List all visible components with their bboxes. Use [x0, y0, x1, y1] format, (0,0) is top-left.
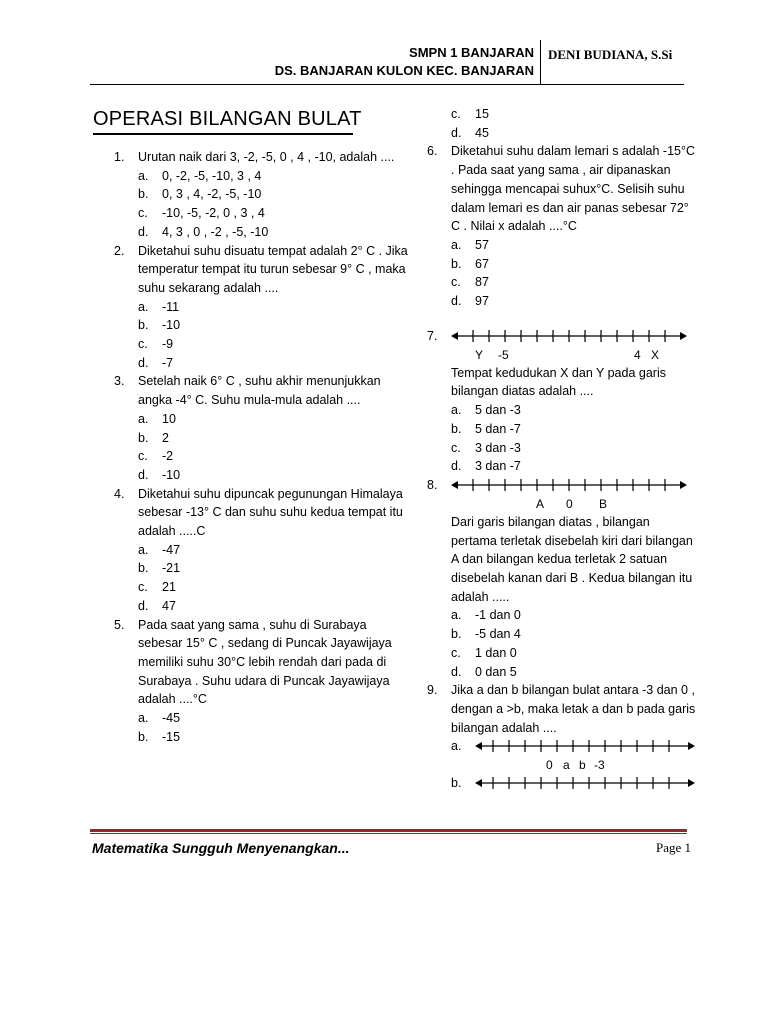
number-line-labels — [451, 346, 697, 364]
header-school: SMPN 1 BANJARAN — [409, 45, 534, 60]
question-7 — [427, 327, 697, 476]
question-number: 2. — [114, 243, 125, 258]
option: b. -15 — [138, 729, 181, 744]
header-rule — [90, 84, 684, 85]
question-1 — [114, 148, 414, 242]
header-address: DS. BANJARAN KULON KEC. BANJARAN — [274, 63, 534, 78]
label-b: B — [599, 496, 608, 511]
option: a. -47 — [138, 542, 181, 557]
option: c. -9 — [138, 337, 174, 352]
option: a. -11 — [138, 299, 180, 314]
number-line-q8 — [451, 476, 697, 495]
question-3 — [114, 372, 414, 484]
option: b. -5 dan 4 — [451, 627, 521, 642]
footer-tagline: Matematika Sungguh Menyenangkan... — [92, 840, 350, 856]
label-x: X — [651, 347, 660, 362]
option: a. 0, -2, -5, -10, 3 , 4 — [138, 168, 262, 183]
label-y: Y — [475, 347, 484, 362]
question-text: Diketahui suhu dalam lemari s adalah -15°C . Pada saat yang sama , air dipanaskan sehingga mencapai suhux°C. Selisih suhu dalam lemari es dan air panas sebesar 72° C . Nilai x adalah ....°C — [451, 144, 696, 234]
question-5-continued — [427, 105, 697, 142]
question-text: Diketahui suhu disuatu tempat adalah 2° C . Jika temperatur tempat itu turun sebesar 9° C , maka suhu sekarang adalah .... — [138, 243, 408, 295]
footer-rule-thick — [90, 829, 687, 832]
option: a. 5 dan -3 — [451, 403, 521, 418]
option: b. 67 — [451, 256, 489, 271]
title-underline — [93, 133, 353, 135]
question-5 — [114, 616, 414, 747]
question-number: 1. — [114, 150, 125, 164]
question-9 — [427, 681, 697, 793]
option: d. 3 dan -7 — [451, 459, 521, 474]
option: d. 97 — [451, 294, 489, 309]
question-text: Setelah naik 6° C , suhu akhir menunjukkan angka -4° C. Suhu mula-mula adalah .... — [138, 374, 381, 408]
number-line-drawing — [475, 737, 695, 756]
label-b: b — [579, 758, 586, 773]
option: d. -10 — [138, 467, 181, 482]
option: b. 2 — [138, 430, 169, 445]
number-line-labels — [451, 495, 697, 513]
number-line-labels — [475, 756, 697, 774]
number-line-drawing — [451, 327, 687, 346]
label-0: 0 — [566, 496, 573, 511]
option: a. 57 — [451, 237, 489, 252]
question-text: Urutan naik dari 3, -2, -5, 0 , 4 , -10, adalah .... — [138, 150, 395, 164]
option-a-number-line: a. 0 a b -3 — [451, 737, 697, 774]
option: d. 45 — [451, 125, 489, 140]
option: c. -10, -5, -2, 0 , 3 , 4 — [138, 206, 265, 221]
question-number: 4. — [114, 486, 125, 501]
option: c. 87 — [451, 275, 489, 290]
option: b. -10 — [138, 318, 181, 333]
header-divider — [540, 40, 541, 84]
left-column — [114, 148, 414, 747]
option: d. -7 — [138, 355, 174, 370]
question-8 — [427, 476, 697, 681]
option: a. -45 — [138, 711, 181, 726]
option: b. -21 — [138, 561, 181, 576]
number-line-q7 — [451, 327, 697, 346]
question-number: 8. — [427, 477, 438, 492]
option: d. 4, 3 , 0 , -2 , -5, -10 — [138, 224, 269, 239]
header-school-block — [275, 44, 534, 80]
option: c. 3 dan -3 — [451, 440, 521, 455]
question-2 — [114, 242, 414, 373]
question-number: 3. — [114, 374, 125, 389]
option: d. 0 dan 5 — [451, 664, 517, 679]
header-author: DENI BUDIANA, S.Si — [548, 47, 673, 62]
page-header — [90, 40, 684, 86]
question-text: Pada saat yang sama , suhu di Surabaya sebesar 15° C , sedang di Puncak Jayawijaya memiliki suhu 30°C lebih rendah dari pada di Surabaya . Suhu udara di Puncak Jayawijaya adalah ....°C — [138, 617, 392, 707]
option: c. 15 — [451, 107, 489, 121]
option: c. -2 — [138, 449, 174, 464]
page-number: Page 1 — [656, 840, 692, 855]
question-number: 9. — [427, 683, 438, 698]
question-number: 7. — [427, 328, 438, 343]
option: d. 47 — [138, 598, 176, 613]
page-title: OPERASI BILANGAN BULAT — [93, 108, 362, 130]
option: a. -1 dan 0 — [451, 608, 521, 623]
label-minus-5: -5 — [498, 347, 509, 362]
question-text: Dari garis bilangan diatas , bilangan pertama terletak disebelah kiri dari bilangan A dan bilangan kedua terletak 2 satuan disebelah kanan dari B . Kedua bilangan itu adalah ..... — [451, 514, 693, 604]
option: b. 0, 3 , 4, -2, -5, -10 — [138, 187, 262, 202]
label-minus-3: -3 — [594, 758, 605, 773]
option: c. 21 — [138, 580, 176, 595]
option: b. 5 dan -7 — [451, 421, 521, 436]
question-number: 6. — [427, 144, 438, 159]
question-text: Jika a dan b bilangan bulat antara -3 dan 0 , dengan a >b, maka letak a dan b pada garis bilangan adalah .... — [451, 683, 696, 735]
option: a. 10 — [138, 411, 176, 426]
label-4: 4 — [634, 347, 641, 362]
question-text: Tempat kedudukan X dan Y pada garis bilangan diatas adalah .... — [451, 365, 666, 399]
right-column — [427, 105, 697, 793]
question-text: Diketahui suhu dipuncak pegunungan Himalaya sebesar -13° C dan suhu suhu kedua tempat itu adalah .....C — [138, 486, 403, 539]
label-a: a — [563, 758, 570, 773]
footer-rule-thin — [90, 833, 687, 834]
question-number: 5. — [114, 617, 125, 632]
question-4 — [114, 485, 414, 616]
option-b-number-line: b. — [451, 774, 697, 793]
number-line-drawing — [451, 476, 687, 495]
label-a: A — [536, 496, 545, 511]
label-0: 0 — [546, 758, 553, 773]
number-line-drawing — [475, 774, 695, 793]
question-6 — [427, 142, 697, 310]
option: c. 1 dan 0 — [451, 645, 517, 660]
